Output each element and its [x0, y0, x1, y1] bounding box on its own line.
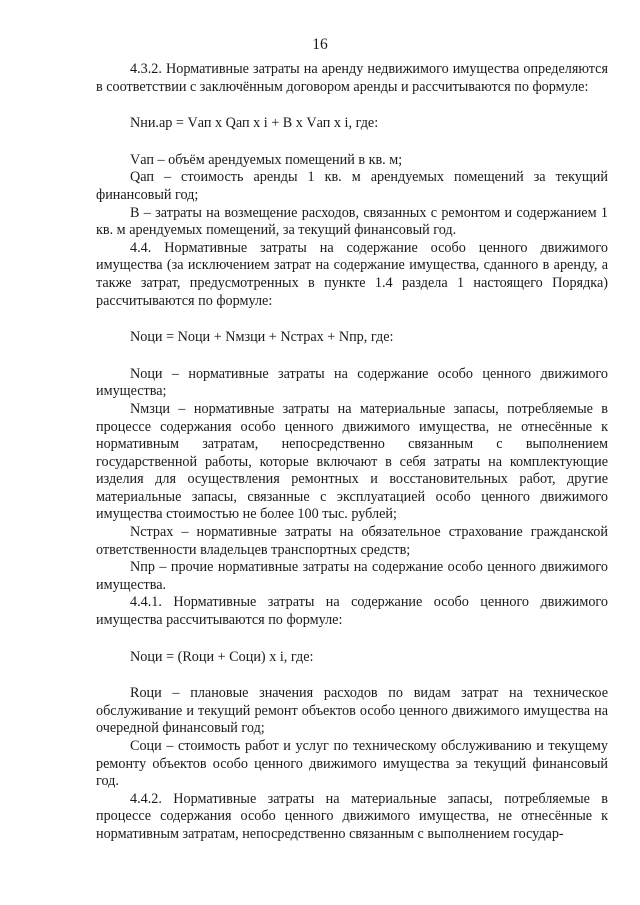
paragraph: 4.4. Нормативные затраты на содержание особо ценного движимого имущества (за исключением затрат на содержание имущества, сданного в аренду, а также затрат, предусмотренных в пункте 1.4 раздела 1 настоящего Порядка) рассчитываются по формуле:	[96, 239, 608, 309]
paragraph: В – затраты на возмещение расходов, связанных с ремонтом и содержанием 1 кв. м арендуемых помещений, за текущий финансовый год.	[96, 204, 608, 239]
paragraph: Nоци – нормативные затраты на содержание особо ценного движимого имущества;	[96, 365, 608, 400]
paragraph: Nстрах – нормативные затраты на обязательное страхование гражданской ответственности владельцев транспортных средств;	[96, 524, 608, 558]
paragraph: 4.4.2. Нормативные затраты на материальные запасы, потребляемые в процессе содержания особо ценного движимого имущества, не отнесённые к нормативным затратам, непосредственно связанным с выполнением государ-	[96, 790, 608, 842]
paragraph: Rоци – плановые значения расходов по видам затрат на техническое обслуживание и текущий ремонт объектов особо ценного движимого имущества на очередной финансовый год;	[96, 685, 608, 737]
paragraph: Nмзци – нормативные затраты на материальные запасы, потребляемые в процессе содержания особо ценного движимого имущества, не отнесённые к нормативным затратам, непосредственно связанным с выполнением государственной работы, которые включают в себя затраты на комплектующие изделия для осуществления ремонтных и восстановительных работ, другие материальные запасы, связанные с эксплуатацией особо ценного движимого имущества стоимостью не более 100 тыс. рублей;	[96, 400, 608, 523]
paragraph: 4.3.2. Нормативные затраты на аренду недвижимого имущества определяются в соответствии с заключённым договором аренды и рассчитываются по формуле:	[96, 61, 608, 95]
document-body	[96, 61, 608, 844]
page-number: 16	[312, 36, 328, 53]
paragraph: Соци – стоимость работ и услуг по техническому обслуживанию и текущему ремонту объектов особо ценного движимого имущества за текущий финансовый год.	[96, 738, 608, 790]
paragraph: Vап – объём арендуемых помещений в кв. м;	[130, 151, 403, 168]
paragraph: 4.4.1. Нормативные затраты на содержание особо ценного движимого имущества рассчитываются по формуле:	[96, 594, 608, 629]
paragraph: Qап – стоимость аренды 1 кв. м арендуемых помещений за текущий финансовый год;	[96, 169, 608, 203]
formula: Nни.ар = Vап х Qап х i + В х Vап х i, где:	[130, 115, 379, 132]
formula: Nоци = (Rоци + Соци) х i, где:	[130, 648, 314, 665]
formula: Nоци = Nоци + Nмзци + Nстрах + Nпр, где:	[130, 329, 394, 346]
paragraph: Nпр – прочие нормативные затраты на содержание особо ценного движимого имущества.	[96, 559, 608, 593]
